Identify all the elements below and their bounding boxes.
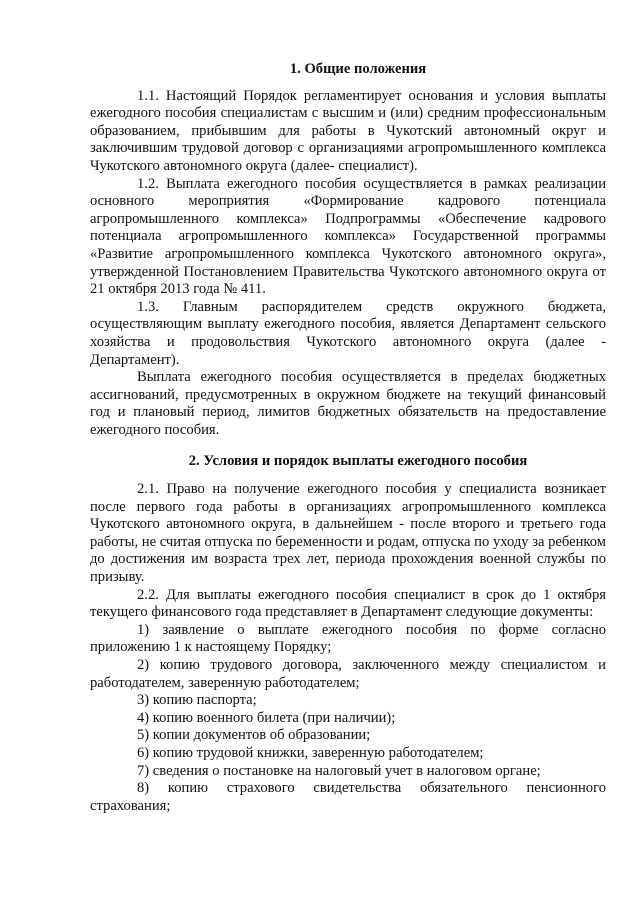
document-list-item: 6) копию трудовой книжки, заверенную работодателем; bbox=[137, 744, 484, 761]
paragraph-budget: Выплата ежегодного пособия осуществляется в пределах бюджетных ассигнований, предусмотренных в окружном бюджете на текущий финансовый год и плановый период, лимитов бюджетных обязательств на предоставление ежегодного пособия. bbox=[90, 369, 606, 438]
section-1-heading: 1. Общие положения bbox=[289, 61, 427, 77]
document-list-item: 7) сведения о постановке на налоговый учет в налоговом органе; bbox=[137, 762, 541, 779]
paragraph-1-2: 1.2. Выплата ежегодного пособия осуществляется в рамках реализации основного мероприятия «Формирование кадрового потенциала агропромышленного комплекса» Подпрограммы «Обеспечение кадрового потенциала агропромышленного комплекса» Государственной программы «Развитие агропромышленного комплекса Чукотского автономного округа», утвержденной Постановлением Правительства Чукотского автономного округа от 21 октября 2013 года № 411. bbox=[90, 175, 606, 298]
document-list-item: 8) копию страхового свидетельства обязательного пенсионного страхования; bbox=[90, 780, 606, 814]
document-list-item: 3) копию паспорта; bbox=[137, 692, 257, 709]
document-list-item: 2) копию трудового договора, заключенного между специалистом и работодателем, заверенную работодателем; bbox=[90, 657, 606, 691]
paragraph-2-1: 2.1. Право на получение ежегодного пособия у специалиста возникает после первого года работы в организациях агропромышленного комплекса Чукотского автономного округа, в дальнейшем - после второго и третьего года работы, не считая отпуска по беременности и родам, отпуска по уходу за ребенком до достижения им возраста трех лет, периода прохождения военной службы по призыву. bbox=[90, 481, 607, 586]
paragraph-1-1: 1.1. Настоящий Порядок регламентирует основания и условия выплаты ежегодного пособия специалистам с высшим и (или) средним профессиональным образованием, прибывшим для работы в Чукотский автономный округ и заключившим трудовой договор с организациями агропромышленного комплекса Чукотского автономного округа (далее- специалист). bbox=[90, 87, 606, 174]
section-2-heading: 2. Условия и порядок выплаты ежегодного пособия bbox=[188, 453, 528, 470]
document-list-item: 5) копии документов об образовании; bbox=[137, 727, 371, 744]
paragraph-1-3: 1.3. Главным распорядителем средств окружного бюджета, осуществляющим выплату ежегодного пособия, является Департамент сельского хозяйства и продовольствия Чукотского автономного округа (далее - Департамент). bbox=[90, 298, 606, 368]
paragraph-2-2: 2.2. Для выплаты ежегодного пособия специалист в срок до 1 октября текущего финансового года представляет в Департамент следующие документы: bbox=[90, 586, 606, 621]
document-list-item: 4) копию военного билета (при наличии); bbox=[137, 709, 396, 726]
document-list-item: 1) заявление о выплате ежегодного пособия по форме согласно приложению 1 к настоящему Порядку; bbox=[90, 621, 606, 656]
